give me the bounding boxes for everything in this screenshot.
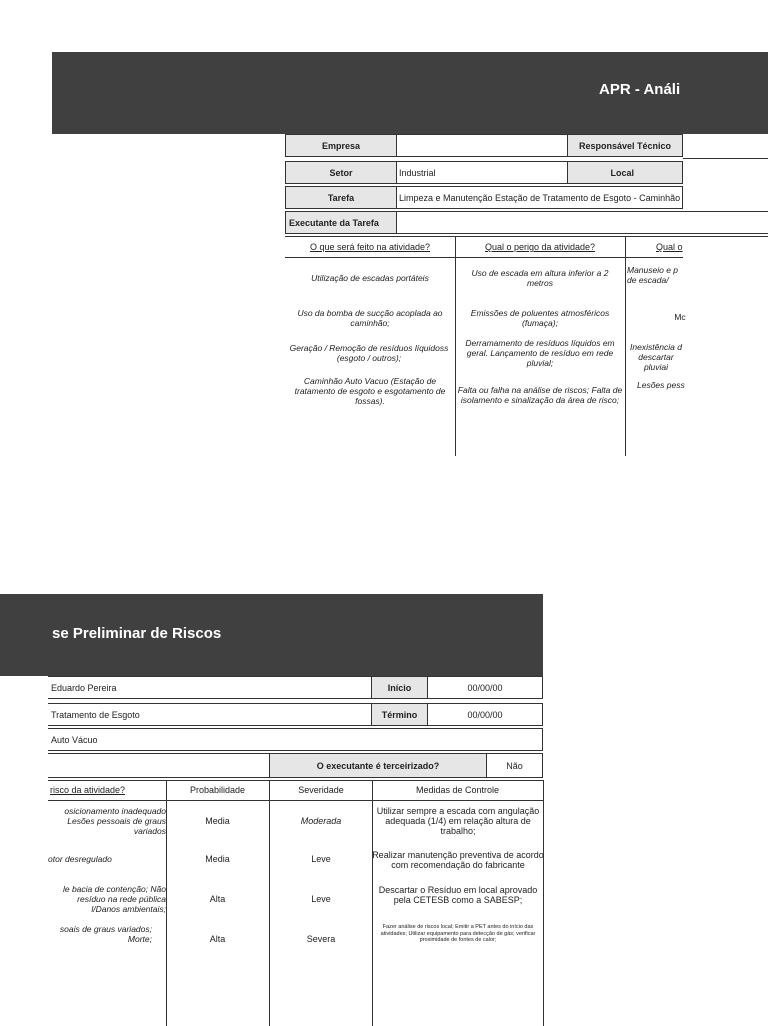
row1-risco-cont: osicionamento inadequado Lesões pessoais de graus variados: [64, 806, 166, 836]
row4-risco-cont: soais de graus variados; Morte;: [59, 924, 152, 944]
row2-risco-cont: otor desregulado: [48, 854, 112, 864]
col-perigo: Qual o perigo da atividade?: [484, 242, 596, 252]
row2-o-que: Uso da bomba de sucção acoplada ao caminhão;: [297, 308, 443, 328]
terceirizado-label: O executante é terceirizado?: [269, 753, 487, 778]
row1-perigo: Uso de escada em altura inferior a 2 metros: [471, 268, 609, 288]
local-label: Local: [567, 161, 683, 184]
tarefa-value-cont[interactable]: Auto Vácuo: [48, 728, 543, 751]
row3-probabilidade: Alta: [209, 894, 226, 904]
row4-o-que: Caminhão Auto Vacuo (Estação de tratamento de esgoto e esgotamento de fossas).: [294, 376, 446, 406]
executante-label: Executante da Tarefa: [285, 211, 397, 234]
responsavel-label: Responsável Técnico: [567, 134, 683, 157]
row2-perigo: Emissões de poluentes atmosféricos (fumaça);: [470, 308, 610, 328]
inicio-label: Início: [371, 676, 428, 699]
inicio-value[interactable]: 00/00/00: [427, 676, 543, 699]
row1-severidade: Moderada: [300, 816, 342, 826]
row3-o-que: Geração / Remoção de resíduos líquidoss (esgoto / outros);: [289, 343, 449, 363]
row1-risco: Manuseio e p de escada/: [627, 265, 679, 285]
setor-label: Setor: [285, 161, 397, 184]
row3-risco-cont: le bacia de contenção; Não resíduo na rede pública l/Danos ambientais;: [62, 884, 166, 914]
setor-value[interactable]: Industrial: [396, 161, 568, 184]
col-o-que: O que será feito na atividade?: [309, 242, 431, 252]
page-title-fragment-1: APR - Análi: [599, 81, 681, 98]
row4-severidade: Severa: [306, 934, 336, 944]
title-band-page2: [0, 594, 543, 676]
col-medidas: Medidas de Controle: [415, 785, 500, 795]
responsavel-value[interactable]: Eduardo Pereira: [48, 676, 372, 699]
row3-perigo: Derramamento de resíduos líquidos em geral. Lançamento de resíduo em rede pluvial;: [465, 338, 615, 368]
local-value[interactable]: Tratamento de Esgoto: [48, 703, 372, 726]
row1-probabilidade: Media: [205, 816, 230, 826]
row4-risco: Lesões pess: [637, 380, 685, 390]
empresa-label: Empresa: [285, 134, 397, 157]
row4-medida: Fazer análise de riscos local; Emitir a PET antes do início das atividades; Utilizar equipamento para detecção de gás; verificar proximidade de fontes de calor;: [380, 924, 536, 944]
termino-value[interactable]: 00/00/00: [427, 703, 543, 726]
executante-value-cont[interactable]: [48, 753, 270, 778]
row2-probabilidade: Media: [205, 854, 230, 864]
tarefa-label: Tarefa: [285, 186, 397, 209]
col-probabilidade: Probabilidade: [189, 785, 246, 795]
row2-severidade: Leve: [311, 854, 331, 864]
termino-label: Término: [371, 703, 428, 726]
terceirizado-value[interactable]: Não: [486, 753, 543, 778]
col-risco-fragment: Qual o: [656, 242, 683, 252]
row3-medida: Descartar o Resíduo em local aprovado pela CETESB como a SABESP;: [378, 885, 538, 905]
row4-probabilidade: Alta: [209, 934, 226, 944]
row1-o-que: Utilização de escadas portáteis: [311, 273, 429, 283]
col-severidade: Severidade: [298, 785, 344, 795]
executante-value[interactable]: [396, 211, 768, 234]
page-title-fragment-2: se Preliminar de Riscos: [52, 625, 222, 642]
tarefa-value[interactable]: Limpeza e Manutenção Estação de Tratamento de Esgoto - Caminhão: [396, 186, 683, 209]
row2-risco: Mc: [674, 312, 686, 322]
row1-medida: Utilizar sempre a escada com angulação adequada (1/4) em relação altura de trabalho;: [376, 806, 540, 836]
row4-perigo: Falta ou falha na análise de riscos; Falta de isolamento e sinalização da área de risco;: [457, 385, 623, 405]
row3-risco: Inexistência d descartar pluviai: [630, 342, 682, 372]
col-risco-cont: risco da atividade?: [50, 785, 126, 795]
row2-medida: Realizar manutenção preventiva de acordo com recomendação do fabricante: [372, 850, 544, 870]
title-band-page1: [52, 52, 768, 134]
row3-severidade: Leve: [311, 894, 331, 904]
empresa-value[interactable]: [396, 134, 568, 157]
